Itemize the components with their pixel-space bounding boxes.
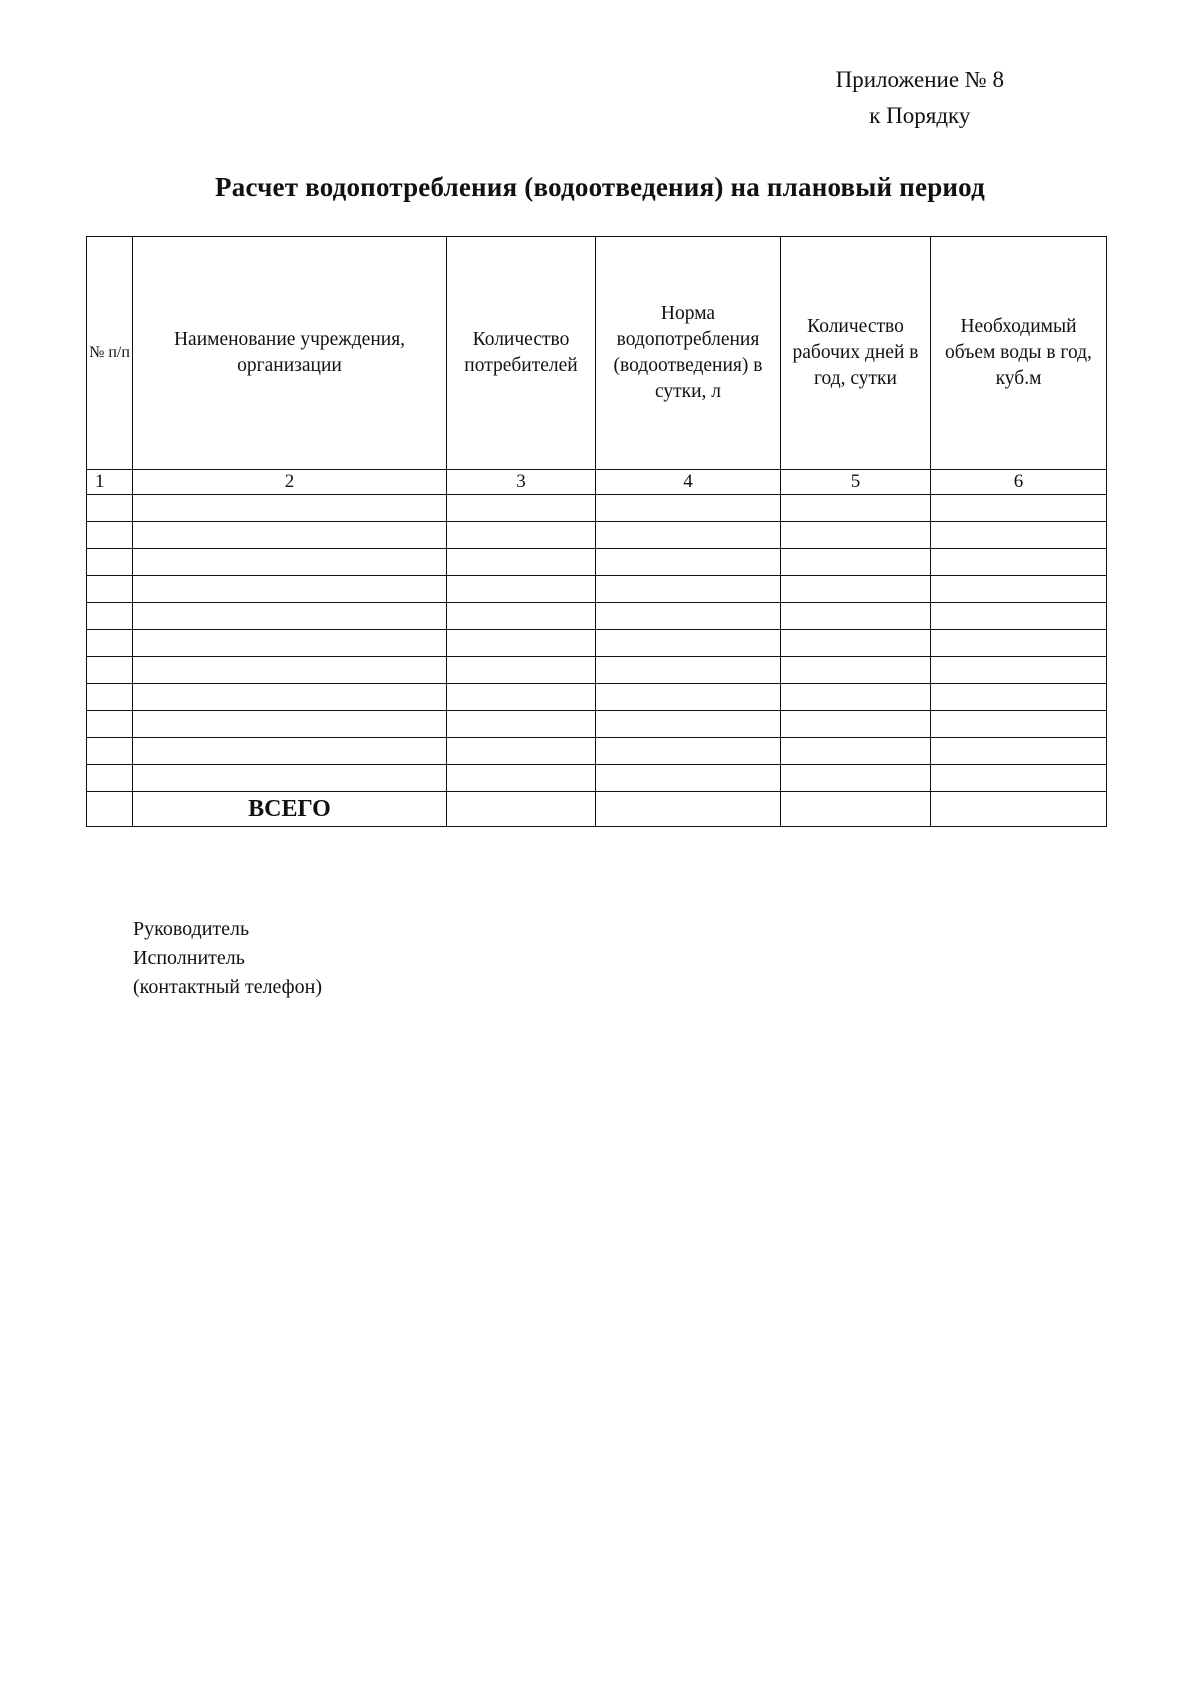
table-cell[interactable]	[596, 657, 781, 684]
table-cell[interactable]	[781, 522, 931, 549]
table-cell[interactable]	[781, 765, 931, 792]
table-cell[interactable]	[133, 522, 447, 549]
table-cell[interactable]	[781, 576, 931, 603]
table-cell[interactable]	[87, 522, 133, 549]
table-cell[interactable]	[931, 630, 1107, 657]
table-cell[interactable]	[87, 657, 133, 684]
executor-label: Исполнитель	[133, 947, 245, 969]
header-cell-norm: Норма водопотребления (водоотведения) в сутки, л	[596, 237, 781, 470]
table-cell[interactable]	[596, 630, 781, 657]
table-cell[interactable]	[931, 495, 1107, 522]
table-cell[interactable]	[447, 630, 596, 657]
table-cell[interactable]	[87, 630, 133, 657]
header-cell-consumers: Количество потребителей	[447, 237, 596, 470]
table-cell[interactable]	[596, 522, 781, 549]
table-cell[interactable]	[931, 576, 1107, 603]
header-cell-number: № п/п	[87, 237, 133, 470]
table-cell[interactable]	[781, 711, 931, 738]
table-cell[interactable]	[447, 657, 596, 684]
page-title: Расчет водопотребления (водоотведения) на плановый период	[215, 172, 985, 202]
table-row	[87, 684, 1107, 711]
table-cell[interactable]	[596, 711, 781, 738]
appendix-reference: к Порядку	[869, 103, 971, 128]
header-cell-volume: Необходимый объем воды в год, куб.м	[931, 237, 1107, 470]
table-cell[interactable]	[596, 792, 781, 827]
table-cell[interactable]	[447, 792, 596, 827]
table-cell[interactable]	[133, 603, 447, 630]
table-cell[interactable]	[781, 549, 931, 576]
table-cell[interactable]	[87, 495, 133, 522]
column-number: 5	[781, 470, 931, 495]
table-cell[interactable]	[781, 603, 931, 630]
column-number: 4	[596, 470, 781, 495]
table-cell[interactable]	[781, 657, 931, 684]
table-row	[87, 603, 1107, 630]
table-cell[interactable]	[133, 738, 447, 765]
total-row	[87, 792, 1107, 827]
table-cell[interactable]	[596, 765, 781, 792]
table-cell[interactable]	[447, 522, 596, 549]
table-cell[interactable]	[596, 738, 781, 765]
total-label: ВСЕГО	[133, 792, 447, 827]
table-cell[interactable]	[447, 765, 596, 792]
table-cell[interactable]	[596, 576, 781, 603]
column-number: 3	[447, 470, 596, 495]
table-cell[interactable]	[781, 495, 931, 522]
manager-label: Руководитель	[133, 918, 250, 940]
table-cell[interactable]	[87, 738, 133, 765]
table-cell[interactable]	[931, 522, 1107, 549]
table-cell[interactable]	[133, 657, 447, 684]
table-cell[interactable]	[87, 765, 133, 792]
table-row	[87, 576, 1107, 603]
calculation-table	[86, 236, 1107, 827]
table-cell[interactable]	[87, 792, 133, 827]
header-row	[87, 237, 1107, 470]
table-cell[interactable]	[596, 603, 781, 630]
table-cell[interactable]	[931, 711, 1107, 738]
column-number: 1	[87, 470, 133, 495]
table-row	[87, 495, 1107, 522]
table-row	[87, 549, 1107, 576]
table-cell[interactable]	[931, 684, 1107, 711]
column-number: 2	[133, 470, 447, 495]
table-cell[interactable]	[596, 684, 781, 711]
table-cell[interactable]	[447, 711, 596, 738]
table-row	[87, 630, 1107, 657]
table-cell[interactable]	[447, 603, 596, 630]
table-cell[interactable]	[87, 576, 133, 603]
column-number-row	[87, 470, 1107, 495]
table-cell[interactable]	[781, 630, 931, 657]
header-cell-organization: Наименование учреждения, организации	[133, 237, 447, 470]
table-cell[interactable]	[596, 495, 781, 522]
table-cell[interactable]	[133, 549, 447, 576]
phone-label: (контактный телефон)	[133, 976, 323, 998]
table-cell[interactable]	[87, 684, 133, 711]
appendix-header	[836, 62, 1004, 134]
table-row	[87, 711, 1107, 738]
table-cell[interactable]	[931, 792, 1107, 827]
table-cell[interactable]	[87, 603, 133, 630]
header-cell-workdays: Количество рабочих дней в год, сутки	[781, 237, 931, 470]
table-row	[87, 657, 1107, 684]
table-cell[interactable]	[781, 792, 931, 827]
table-cell[interactable]	[931, 738, 1107, 765]
appendix-number: Приложение № 8	[835, 67, 1004, 92]
table-cell[interactable]	[133, 684, 447, 711]
table-cell[interactable]	[931, 603, 1107, 630]
table-row	[87, 522, 1107, 549]
table-cell[interactable]	[133, 765, 447, 792]
table-cell[interactable]	[87, 711, 133, 738]
table-cell[interactable]	[931, 657, 1107, 684]
table-cell[interactable]	[447, 549, 596, 576]
table-cell[interactable]	[596, 549, 781, 576]
table-cell[interactable]	[447, 684, 596, 711]
table-cell[interactable]	[133, 495, 447, 522]
table-row	[87, 765, 1107, 792]
table-cell[interactable]	[87, 549, 133, 576]
table-cell[interactable]	[931, 765, 1107, 792]
table-row	[87, 738, 1107, 765]
table-cell[interactable]	[447, 495, 596, 522]
table-cell[interactable]	[781, 684, 931, 711]
table-cell[interactable]	[781, 738, 931, 765]
table-cell[interactable]	[447, 738, 596, 765]
table-cell[interactable]	[133, 711, 447, 738]
signature-block	[133, 915, 322, 1002]
table-cell[interactable]	[447, 576, 596, 603]
table-cell[interactable]	[133, 630, 447, 657]
table-cell[interactable]	[931, 549, 1107, 576]
column-number: 6	[931, 470, 1107, 495]
table-cell[interactable]	[133, 576, 447, 603]
